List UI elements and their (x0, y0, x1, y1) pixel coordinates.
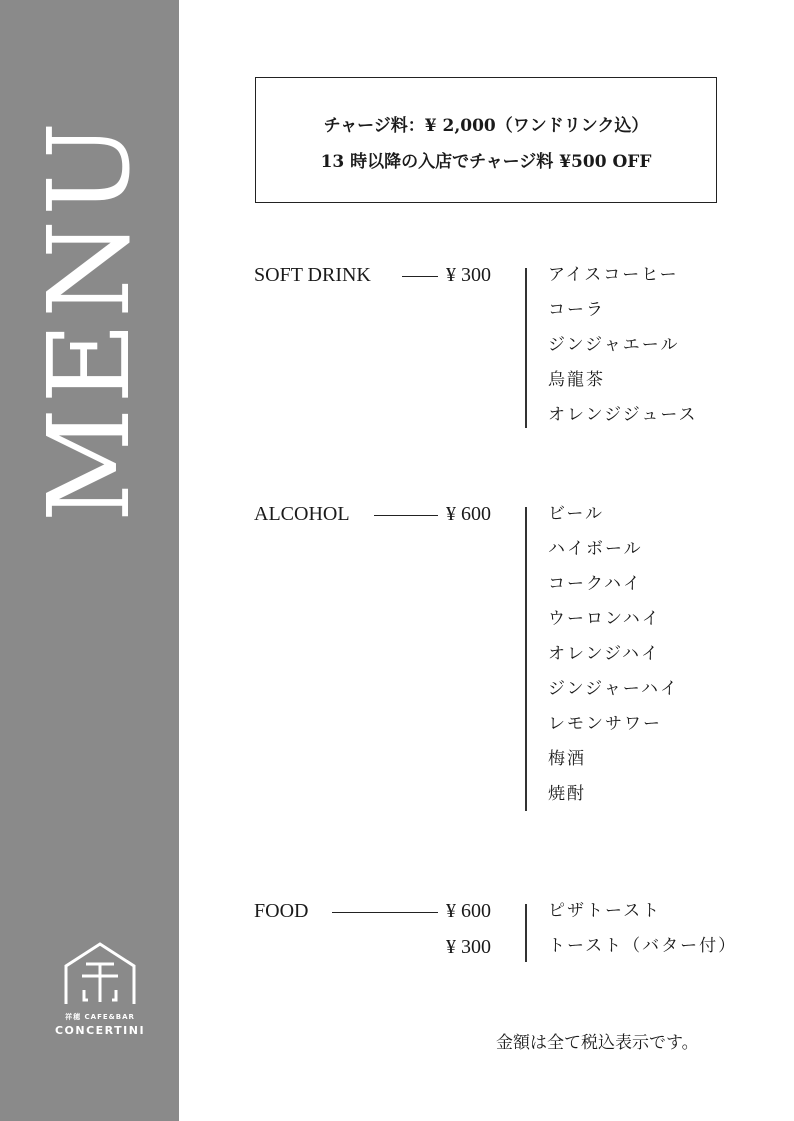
price-label: ¥ 300 (446, 264, 491, 286)
cafe-logo (40, 940, 160, 1037)
charge-line-1: チャージ料：¥ 2,000（ワンドリンク込） (323, 116, 649, 136)
list-item: ジンジャーハイ (548, 679, 679, 699)
list-item: ジンジャエール (548, 335, 680, 355)
menu-title: MENU (25, 117, 155, 523)
category-label: SOFT DRINK (254, 264, 371, 286)
list-item: ハイボール (548, 539, 643, 559)
price-label: ¥ 600 (446, 900, 491, 922)
list-item: トースト（バター付） (548, 936, 738, 956)
logo-name: CONCERTINI (54, 1024, 146, 1037)
section-soft-drink (254, 264, 734, 434)
divider-line (525, 904, 527, 962)
item-list (548, 900, 737, 970)
list-item: オレンジハイ (548, 644, 660, 664)
sidebar-panel (0, 0, 179, 1121)
list-item: ビール (548, 504, 604, 524)
charge-line-2: 13 時以降の入店でチャージ料 ¥500 OFF (320, 152, 652, 172)
list-item: オレンジジュース (548, 405, 698, 425)
list-item: レモンサワー (548, 714, 662, 734)
category-label: ALCOHOL (254, 503, 350, 525)
list-item: コークハイ (548, 574, 642, 594)
category-label: FOOD (254, 900, 309, 922)
section-alcohol (254, 503, 734, 823)
list-item: アイスコーヒー (548, 265, 679, 285)
divider-line (525, 507, 527, 811)
list-item: ピザトースト (548, 901, 662, 921)
list-item: コーラ (548, 300, 605, 320)
item-list (548, 503, 679, 818)
list-item: 焼酎 (548, 784, 586, 804)
divider-line (525, 268, 527, 428)
list-item: 烏龍茶 (548, 370, 605, 390)
item-list (548, 264, 698, 439)
leader-line (332, 912, 438, 913)
price-label: ¥ 600 (446, 503, 491, 525)
charge-info-box (255, 77, 717, 203)
tax-note: 金額は全て税込表示です。 (496, 1033, 699, 1053)
logo-subtitle: 祥穂 CAFE&BAR (65, 1013, 135, 1021)
list-item: 梅酒 (548, 749, 586, 769)
price-label: ¥ 300 (446, 936, 491, 958)
list-item: ウーロンハイ (548, 609, 661, 629)
leader-line (402, 276, 438, 277)
house-logo-icon (60, 940, 140, 1006)
leader-line (374, 515, 438, 516)
section-food (254, 900, 738, 970)
